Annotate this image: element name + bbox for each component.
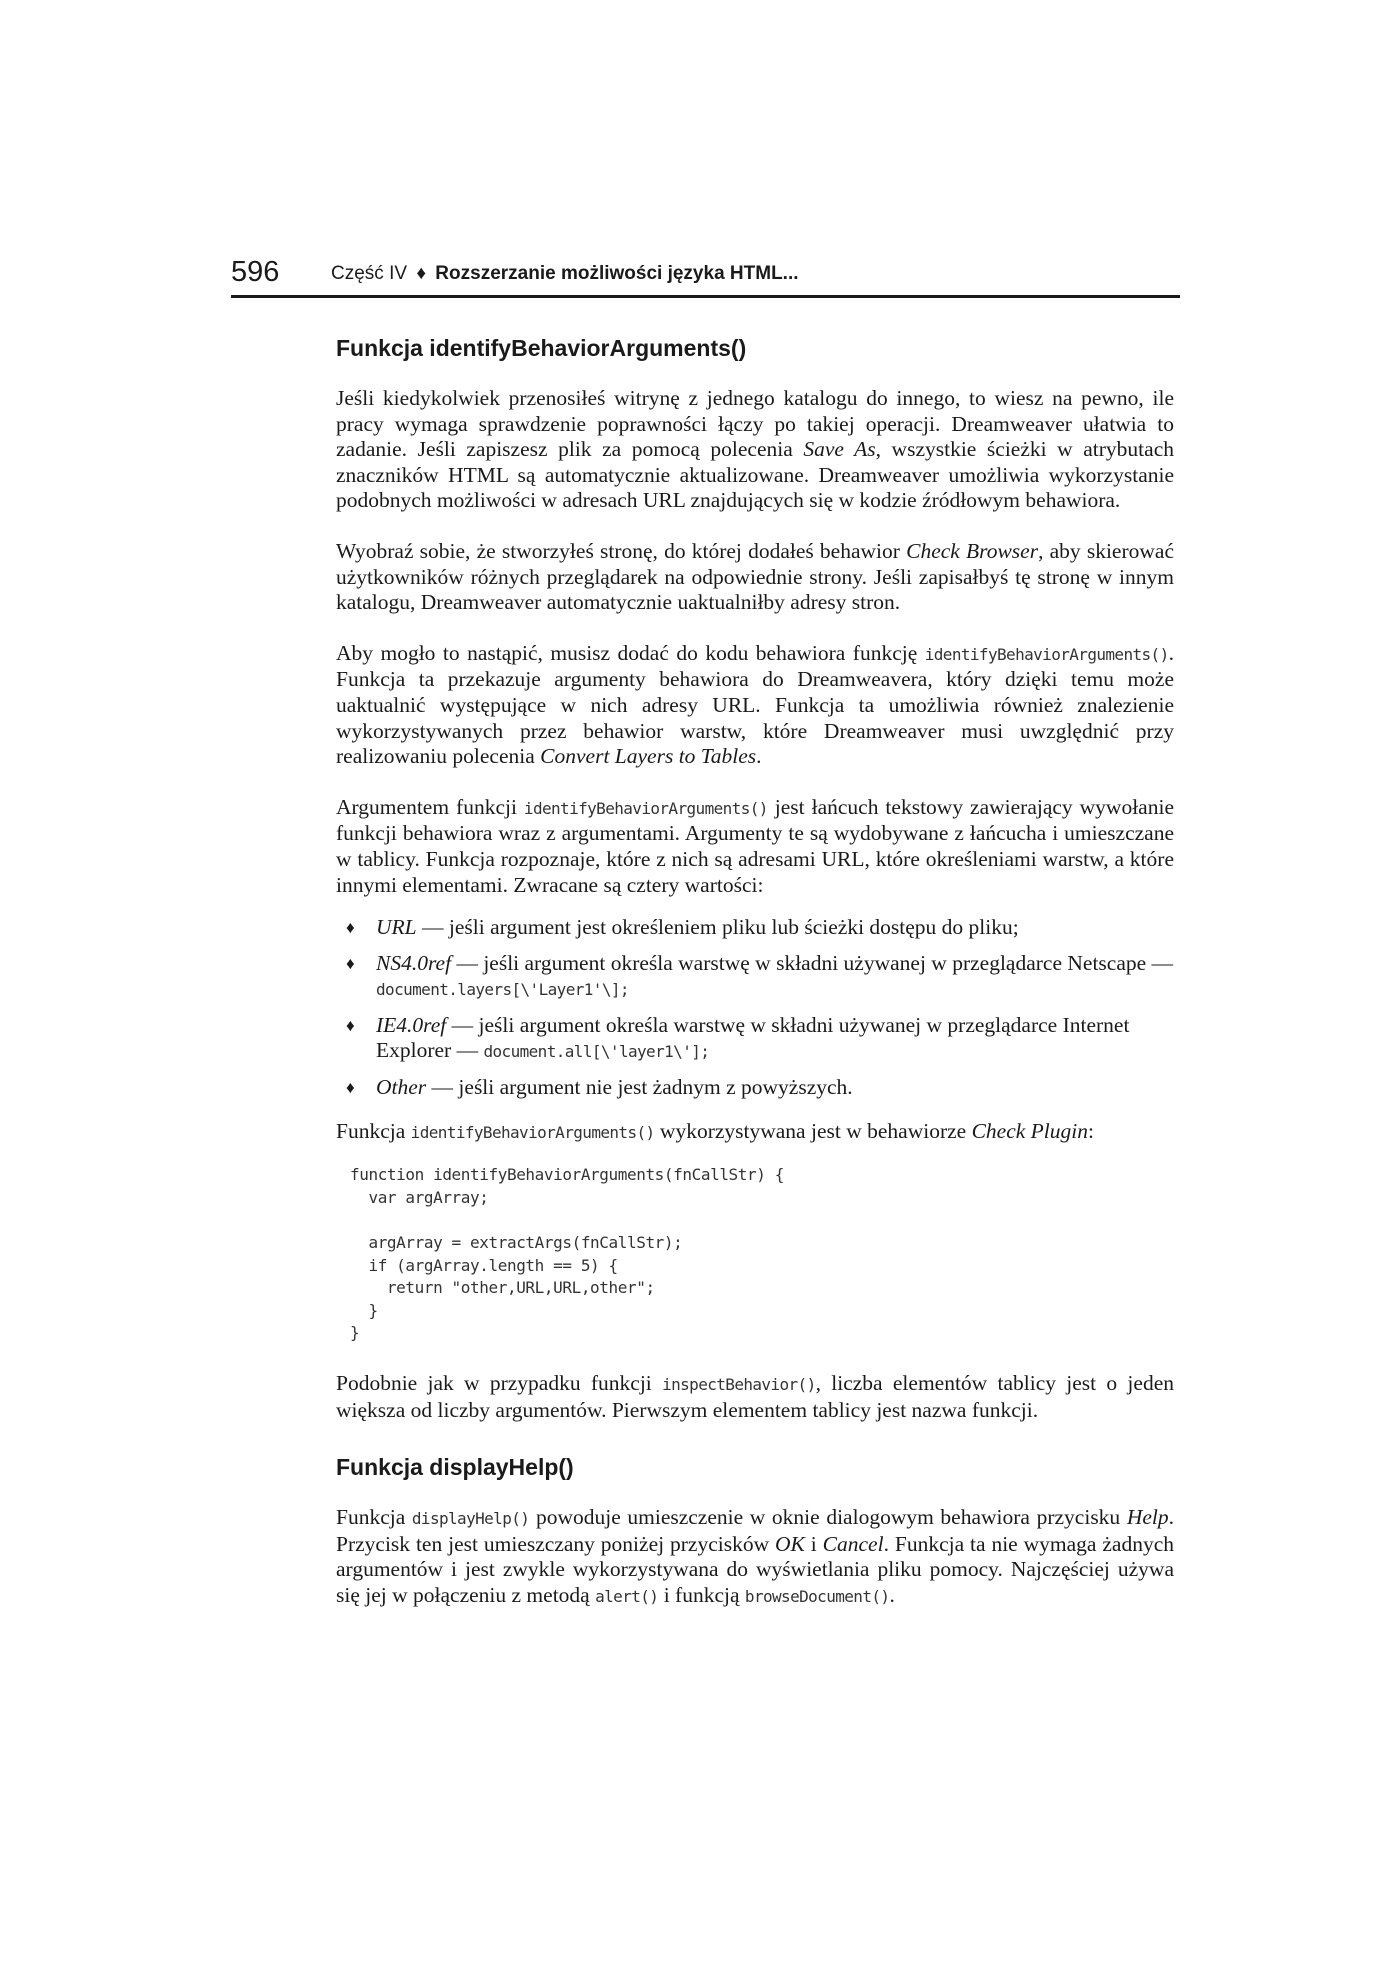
running-header <box>231 256 1180 296</box>
part-label: Część IV <box>331 263 408 284</box>
diamond-icon: ♦ <box>416 263 427 284</box>
running-title <box>331 263 799 285</box>
chapter-title: Rozszerzanie możliwości języka HTML... <box>435 263 799 284</box>
paragraph-4: Argumentem funkcji identifyBehaviorArguments() jest łańcuch tekstowy zawierający wywołanie funkcji behawiora wraz z argumentami. Argumenty te są wydobywane z łańcucha i umieszczane w tablicy. Funkcja rozpoznaje, które z nich są adresami URL, które określeniami warstw, a które innymi elementami. Zwracane są cztery wartości: <box>336 794 1174 897</box>
code-listing: function identifyBehaviorArguments(fnCallStr) { var argArray; argArray = extractArgs(fnCallStr); if (argArray.length == 5) { return "other,URL,URL,other"; } } <box>350 1165 784 1343</box>
list-item: ♦ NS4.0ref — jeśli argument określa warstwę w składni używanej w przeglądarce Netscape — document.layers[\'Layer1'\]; <box>346 950 1174 1000</box>
list-item: ♦ Other — jeśli argument nie jest żadnym z powyższych. <box>346 1075 853 1100</box>
diamond-bullet-icon: ♦ <box>346 953 355 973</box>
page-number: 596 <box>231 256 280 288</box>
diamond-bullet-icon: ♦ <box>346 918 355 938</box>
paragraph-7: Funkcja displayHelp() powoduje umieszczenie w oknie dialogowym behawiora przycisku Help. Przycisk ten jest umieszczany poniżej przycisków OK i Cancel. Funkcja ta nie wymaga żadnych argumentów i jest zwykle wykorzystywana do wyświetlania pliku pomocy. Najczęściej używa się jej w połączeniu z metodą alert() i funkcją browseDocument(). <box>336 1505 1174 1607</box>
diamond-bullet-icon: ♦ <box>346 1078 355 1098</box>
section-heading-identify: Funkcja identifyBehaviorArguments() <box>336 335 747 361</box>
paragraph-1: Jeśli kiedykolwiek przenosiłeś witrynę z jednego katalogu do innego, to wiesz na pewno, ile pracy wymaga sprawdzenie poprawności łączy po takiej operacji. Dreamweaver ułatwia to zadanie. Jeśli zapiszesz plik za pomocą polecenia Save As, wszystkie ścieżki w atrybutach znaczników HTML są automatycznie aktualizowane. Dreamweaver umożliwia wykorzystanie podobnych możliwości w adresach URL znajdujących się w kodzie źródłowym behawiora. <box>336 386 1174 513</box>
diamond-bullet-icon: ♦ <box>346 1015 355 1035</box>
list-item: ♦ IE4.0ref — jeśli argument określa warstwę w składni używanej w przeglądarce Internet Explorer — document.all[\'layer1\']; <box>346 1012 1130 1063</box>
page-content <box>336 334 1174 1635</box>
paragraph-3: Aby mogło to nastąpić, musisz dodać do kodu behawiora funkcję identifyBehaviorArguments(). Funkcja ta przekazuje argumenty behawiora do Dreamweavera, który dzięki temu może uaktualnić występujące w nich adresy URL. Funkcja ta umożliwia również znalezienie wykorzystywanych przez behawior warstw, które Dreamweaver musi uwzględnić przy realizowaniu polecenia Convert Layers to Tables. <box>336 640 1174 769</box>
return-values-list <box>336 915 1174 1101</box>
header-rule <box>231 295 1180 298</box>
paragraph-2: Wyobraź sobie, że stworzyłeś stronę, do której dodałeś behawior Check Browser, aby skierować użytkowników różnych przeglądarek na odpowiednie strony. Jeśli zapisałbyś tę stronę w innym katalogu, Dreamweaver automatycznie uaktualniłby adresy stron. <box>336 538 1174 615</box>
section-heading-displayhelp: Funkcja displayHelp() <box>336 1454 574 1481</box>
paragraph-6: Podobnie jak w przypadku funkcji inspectBehavior(), liczba elementów tablicy jest o jeden większa od liczby argumentów. Pierwszym elementem tablicy jest nazwa funkcji. <box>336 1371 1174 1422</box>
list-item: ♦ URL — jeśli argument jest określeniem pliku lub ścieżki dostępu do pliku; <box>346 915 1019 940</box>
paragraph-5: Funkcja identifyBehaviorArguments() wykorzystywana jest w behawiorze Check Plugin: <box>336 1118 1094 1143</box>
